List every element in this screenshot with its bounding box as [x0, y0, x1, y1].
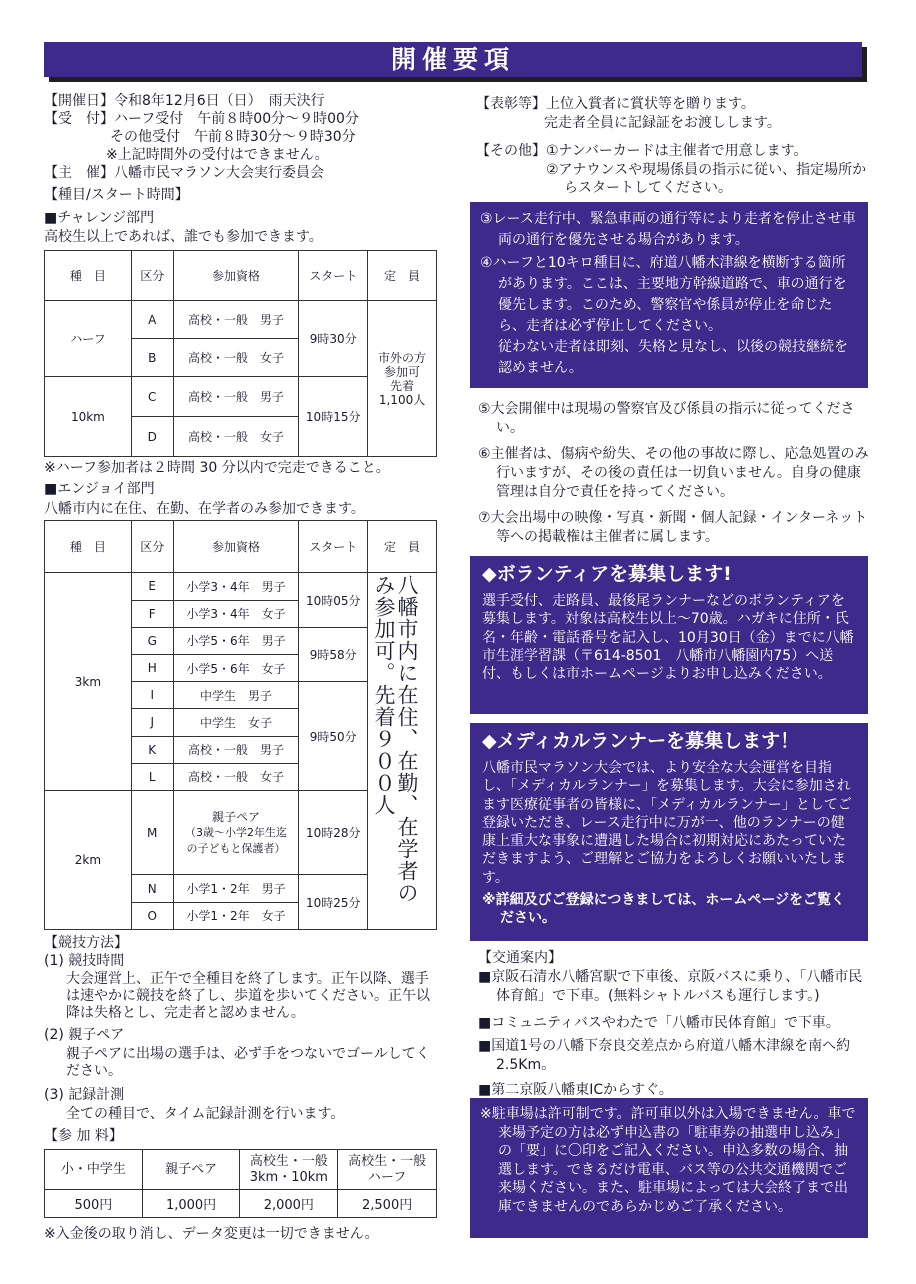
start-half: 9時30分 [299, 301, 368, 377]
fee-value: 500円 [45, 1190, 143, 1218]
qual-cell: 小学1・2年 男子 [173, 875, 299, 902]
method-2-text: 親子ペアに出場の選手は、必ず手をつないでゴールしてください。 [66, 1046, 430, 1079]
fee-value: 2,500円 [338, 1190, 437, 1218]
qual-cell: 中学生 男子 [173, 682, 299, 709]
traffic-item: ■コミュニティバスやわたで「八幡市民体育館」で下車。 [478, 1015, 840, 1031]
header-class: 区分 [131, 251, 173, 301]
header-class: 区分 [131, 521, 173, 573]
qual-pair-sub: （3歳～小学2年生迄の子どもと保護者） [184, 825, 287, 855]
start-il: 9時50分 [299, 682, 368, 791]
enjoy-heading: ■エンジョイ部門 [44, 481, 155, 497]
class-cell: O [131, 902, 173, 929]
method-heading: 【競技方法】 [44, 935, 128, 951]
fee-header: 高校生・一般 3km・10km [240, 1150, 338, 1190]
class-cell: J [131, 709, 173, 736]
fee-value: 1,000円 [142, 1190, 240, 1218]
header-start: スタート [299, 251, 368, 301]
start-gh: 9時58分 [299, 627, 368, 681]
qual-cell: 中学生 女子 [173, 709, 299, 736]
medical-box [470, 723, 868, 941]
traffic-item: ■京阪石清水八幡宮駅で下車後、京阪バスに乗り、「八幡市民体育館」で下車。(無料シャトルバスも運行します。) [478, 969, 863, 1004]
fee-header: 小・中学生 [45, 1150, 143, 1190]
volunteer-title: ◆ボランティアを募集します! [482, 563, 732, 585]
class-cell: D [131, 417, 173, 457]
events-heading: 【種目/スタート時間】 [44, 187, 189, 203]
start-ef: 10時05分 [299, 573, 368, 627]
header-qualification: 参加資格 [173, 521, 299, 573]
method-3-text: 全ての種目で、タイム記録計測を行います。 [66, 1106, 345, 1122]
qual-cell: 高校・一般 男子 [173, 301, 299, 339]
traffic-item: ■第二京阪八幡東ICからすぐ。 [478, 1082, 673, 1098]
qual-cell: 高校・一般 女子 [173, 339, 299, 377]
caution-box [470, 202, 868, 388]
medical-text: 八幡市民マラソン大会では、より安全な大会運営を目指し、「メディカルランナー」を募集します。大会に参加されます医療従事者の皆様に、「メディカルランナー」としてご登録いただき、レース走行中に万が一、他のランナーの健康上重大な事象に遭遇した場合に初期対応にあたっていただきますよう、ご理解とご協力をよろしくお願いいたします。 [482, 760, 852, 886]
caution-item-4: ④ハーフと10キロ種目に、府道八幡木津線を横断する箇所があります。ここは、主要地方幹線道路で、車の通行を優先します。このため、警察官や係員が停止を命じたら、走者は必ず停止してください。 [480, 255, 847, 334]
other-line-1: 【その他】①ナンバーカードは主催者で用意します。 [476, 143, 808, 159]
qual-pair-label: 親子ペア [211, 809, 260, 824]
page-title: 開催要項 [44, 42, 862, 77]
qual-cell: 高校・一般 女子 [173, 763, 299, 790]
reception-half: 【受 付】ハーフ受付 午前８時00分～９時00分 [44, 111, 359, 127]
fee-heading: 【参 加 料】 [44, 1128, 123, 1144]
method-3-title: (3) 記録計測 [44, 1087, 125, 1103]
enjoy-desc: 八幡市内に在住、在勤、在学者のみ参加できます。 [44, 501, 365, 517]
class-cell: G [131, 627, 173, 654]
class-cell: H [131, 654, 173, 681]
medical-title: ◆メディカルランナーを募集します！ [482, 730, 800, 752]
qual-cell: 小学1・2年 女子 [173, 902, 299, 929]
qual-cell: 小学3・4年 男子 [173, 573, 299, 600]
header-qualification: 参加資格 [173, 251, 299, 301]
half-note: ※ハーフ参加者は２時間 30 分以内で完走できること。 [44, 460, 390, 476]
qual-cell: 高校・一般 男子 [173, 377, 299, 417]
fee-header: 親子ペア [142, 1150, 240, 1190]
challenge-capacity: 市外の方 参加可 先着 1,100人 [368, 301, 437, 457]
class-cell: N [131, 875, 173, 902]
event-2km: 2km [45, 790, 132, 929]
fee-table [44, 1149, 437, 1218]
header-capacity: 定 員 [368, 251, 437, 301]
header-event: 種 目 [45, 251, 132, 301]
class-cell: E [131, 573, 173, 600]
volunteer-box [470, 556, 868, 714]
class-cell: F [131, 600, 173, 627]
class-cell: I [131, 682, 173, 709]
note-item-5: ⑤大会開催中は現場の警察官及び係員の指示に従ってください。 [478, 401, 855, 436]
awards-line-1: 【表彰等】上位入賞者に賞状等を贈ります。 [476, 96, 755, 112]
notes-list [478, 400, 870, 547]
fee-note: ※入金後の取り消し、データ変更は一切できません。 [44, 1226, 379, 1242]
challenge-table [44, 250, 437, 457]
class-cell: M [131, 790, 173, 875]
class-cell: C [131, 377, 173, 417]
qual-cell: 小学5・6年 女子 [173, 654, 299, 681]
other-line-2: ②アナウンスや現場係員の指示に従い、指定場所からスタートしてください。 [546, 162, 867, 196]
traffic-item: ■国道1号の八幡下奈良交差点から府道八幡木津線を南へ約2.5Km。 [478, 1038, 851, 1073]
start-m: 10時28分 [299, 790, 368, 875]
event-3km: 3km [45, 573, 132, 791]
class-cell: L [131, 763, 173, 790]
challenge-desc: 高校生以上であれば、誰でも参加できます。 [44, 229, 323, 245]
reception-note: ※上記時間外の受付はできません。 [106, 147, 329, 163]
note-item-7: ⑦大会出場中の映像・写真・新聞・個人記録・インターネット等への掲載権は主催者に属します。 [478, 510, 868, 545]
reception-other: その他受付 午前８時30分～９時30分 [110, 129, 356, 145]
caution-item-3: ③レース走行中、緊急車両の通行等により走者を停止させ車両の通行を優先させる場合があります。 [480, 211, 856, 248]
note-item-6: ⑥主催者は、傷病や紛失、その他の事故に際し、応急処置のみ行いますが、その後の責任は一切負いません。自身の健康管理は自分で責任を持ってください。 [478, 446, 869, 500]
header-capacity: 定 員 [368, 521, 437, 573]
fee-value: 2,000円 [240, 1190, 338, 1218]
fee-header: 高校生・一般 ハーフ [338, 1150, 437, 1190]
parking-text: ※駐車場は許可制です。許可車以外は入場できません。車で来場予定の方は必ず申込書の「駐車券の抽選申し込み」の「要」に〇印をご記入ください。申込多数の場合、抽選します。できるだけ電車、バス等の公共交通機関でご来場ください。また、駐車場によっては大会終了まで出庫できませんのであらかじめご了承ください。 [480, 1106, 856, 1215]
class-cell: K [131, 736, 173, 763]
qual-cell: 高校・一般 男子 [173, 736, 299, 763]
medical-note: ※詳細及びご登録につきましては、ホームページをご覧ください。 [482, 892, 846, 927]
start-no: 10時25分 [299, 875, 368, 930]
header-event: 種 目 [45, 521, 132, 573]
method-1-text: 大会運営上、正午で全種目を終了します。正午以降、選手は速やかに競技を終了し、歩道を歩いてください。正午以降は失格とし、完走者と認めません。 [66, 971, 430, 1021]
qual-cell: 高校・一般 女子 [173, 417, 299, 457]
volunteer-text: 選手受付、走路員、最後尾ランナーなどのボランティアを募集します。対象は高校生以上～70歳。ハガキに住所・氏名・年齢・電話番号を記入し、10月30日（金）までに八幡市生涯学習課（〒614-8501 八幡市八幡園内75）へ送付、もしくは市ホームページよりお申し込みください。 [482, 593, 854, 683]
start-10km: 10時15分 [299, 377, 368, 457]
method-2-title: (2) 親子ペア [44, 1027, 125, 1043]
class-cell: B [131, 339, 173, 377]
challenge-heading: ■チャレンジ部門 [44, 210, 155, 226]
method-1-title: (1) 競技時間 [44, 953, 125, 969]
enjoy-capacity: 八幡市内に在住、在勤、在学者のみ参加可。先着９００人 [372, 574, 419, 904]
traffic-list [478, 968, 870, 1100]
qual-cell: 小学5・6年 男子 [173, 627, 299, 654]
event-date: 【開催日】令和8年12月6日（日） 雨天決行 [44, 93, 325, 109]
parking-box [470, 1098, 868, 1238]
event-10km: 10km [45, 377, 132, 457]
qual-cell: 小学3・4年 女子 [173, 600, 299, 627]
class-cell: A [131, 301, 173, 339]
qual-cell-pair [173, 790, 299, 875]
caution-extra: 従わない走者は即刻、失格と見なし、以後の競技継続を認めません。 [498, 339, 848, 376]
traffic-heading: 【交通案内】 [478, 950, 562, 966]
organizer: 【主 催】八幡市民マラソン大会実行委員会 [44, 165, 324, 181]
awards-line-2: 完走者全員に記録証をお渡しします。 [544, 115, 781, 131]
event-half: ハーフ [45, 301, 132, 377]
header-start: スタート [299, 521, 368, 573]
